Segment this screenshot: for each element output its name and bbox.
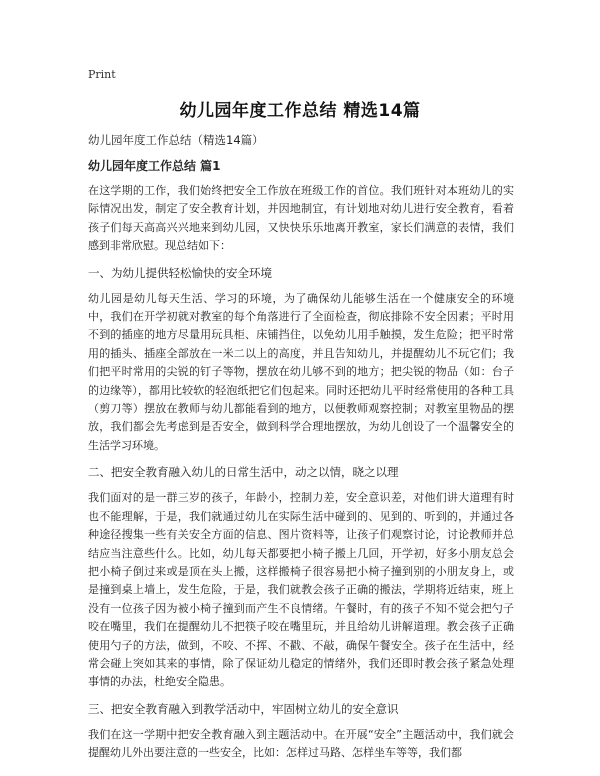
heading-daily-life: 二、把安全教育融入幼儿的日常生活中，动之以情，晓之以理	[88, 465, 399, 480]
heading-teaching-activities: 三、把安全教育融入到教学活动中，牢固树立幼儿的安全意识	[88, 701, 399, 716]
print-label: Print	[88, 68, 116, 81]
heading-safe-environment: 一、为幼儿提供轻松愉快的安全环境	[88, 265, 272, 280]
paragraph-environment: 幼儿园是幼儿每天生活、学习的环境，为了确保幼儿能够生活在一个健康安全的环境中，我们在开学初就对教室的每个角落进行了全面检查，彻底排除不安全因素；平时用不到的插座的地方尽量用玩具柜、床铺挡住，以免幼儿用手触摸，发生危险；把平时常用的插头、插座全部放在一米二以上的高度，并且告知幼儿，并提醒幼儿不玩它们；我们把平时常用的尖锐的钉子等物，摆放在幼儿够不到的地方；把尖锐的物品（如：台子的边缘等），都用比较软的轻泡纸把它们包起来。同时还把幼儿平时经常使用的各种工具（剪刀等）摆放在教师与幼儿都能看到的地方，以便教师观察控制；对教室里物品的摆放，我们都会先考虑到是否安全，做到科学合理地摆放，为幼儿创设了一个温馨安全的生活学习环境。	[88, 291, 514, 452]
paragraph-daily-life: 我们面对的是一群三岁的孩子，年龄小，控制力差，安全意识差，对他们讲大道理有时也不能理解，于是，我们就通过幼儿在实际生活中碰到的、见到的、听到的，并通过各种途径搜集一些有关安全方面的信息、图片资料等，让孩子们观察讨论，讨论教师并总结应当注意些什么。比如，幼儿每天都要把小椅子搬上几回，开学初，好多小朋友总会把小椅子倒过来或是顶在头上搬，这样搬椅子很容易把小椅子撞到别的小朋友身上，或是撞到桌上墙上，发生危险，于是，我们就教会孩子正确的搬法，学期将近结束，班上没有一位孩子因为被小椅子撞到而产生不良情绪。午餐时，有的孩子不知不觉会把勺子咬在嘴里，我们在提醒幼儿不把筷子咬在嘴里玩，并且给幼儿讲解道理。教会孩子正确使用勺子的方法，做到，不咬、不挥、不戳、不敲，确保午餐安全。孩子在生活中，经常会碰上突如其来的事情，除了保证幼儿稳定的情绪外，我们还即时教会孩子紧急处理事情的办法，杜绝安全隐患。	[88, 491, 514, 689]
document-title: 幼儿园年度工作总结 精选14篇	[179, 101, 421, 121]
paragraph-intro: 在这学期的工作，我们始终把安全工作放在班级工作的首位。我们班针对本班幼儿的实际情况出发，制定了安全教育计划，并因地制宜，有计划地对幼儿进行安全教育，看着孩子们每天高高兴兴地来到幼儿园，又快快乐乐地离开教室，家长们满意的表情，我们感到非常欣慰。现总结如下：	[88, 184, 514, 253]
section-title: 幼儿园年度工作总结 篇1	[88, 159, 221, 173]
document-body	[88, 132, 514, 772]
paragraph-teaching: 我们在这一学期中把安全教育融入到主题活动中。在开展“安全”主题活动中，我们就会提醒幼儿外出要注意的一些安全，比如：怎样过马路、怎样坐车等等，我们都	[88, 727, 514, 760]
document-subtitle: 幼儿园年度工作总结（精选14篇）	[88, 133, 264, 147]
